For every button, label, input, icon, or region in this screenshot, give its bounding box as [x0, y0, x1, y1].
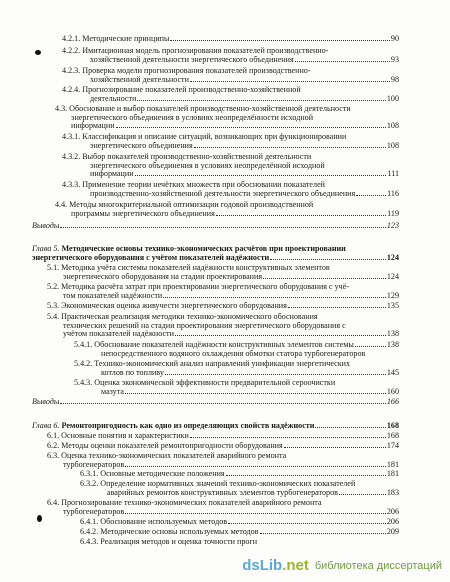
- toc-entry-6-3-1[interactable]: 6.3.1. Основные методические положения 181: [80, 469, 399, 478]
- toc-entry-6-4-1[interactable]: 6.4.1. Обоснование используемых методов 206: [80, 517, 399, 526]
- toc-entry-4-2-3[interactable]: 4.2.3. Проверка модели прогнозирования показателей производственно- хозяйственной деятельности 98: [62, 67, 399, 84]
- toc-entry-5-4-2[interactable]: 5.4.2. Технико-экономический анализ направлений унификации энергетических котлов по топливу 145: [74, 360, 399, 377]
- dslib-logo: dsLib.net: [242, 557, 309, 574]
- toc-entry-4-3[interactable]: 4.3. Обоснование и выбор показателей производственно-хозяйственной деятельности энергетического объединения в условиях неопределённости исходной информации 108: [55, 105, 399, 131]
- page-number: 181: [386, 459, 399, 469]
- page-number: 183: [386, 487, 399, 497]
- chapter-label: Глава 5.: [32, 244, 60, 253]
- toc-chapter-5[interactable]: Глава 5. Методические основы технико-экономических расчётов при проектировании энергетического оборудования с учётом показателей надёжности 124: [32, 244, 399, 262]
- toc-entry-5-4[interactable]: 5.4. Практическая реализация методики технико-экономического обоснования технических решений на стадии проектирования энергетического оборудования с учётом показателей надёжности 138: [47, 313, 399, 339]
- page-number: 111: [387, 169, 399, 179]
- page-number: 206: [386, 517, 399, 526]
- toc-entry-vyvody-5[interactable]: Выводы 166: [32, 397, 399, 406]
- toc-entry-5-3[interactable]: 5.3. Экономическая оценка живучести энергетического оборудования 135: [47, 301, 399, 310]
- page-number: 145: [386, 367, 399, 377]
- watermark-caption: библиотека диссертаций: [314, 559, 442, 572]
- toc-entry-5-4-3[interactable]: 5.4.3. Оценка экономической эффективности предварительной сероочистки мазута 160: [74, 379, 399, 396]
- page-number: 129: [386, 290, 399, 300]
- page-number: 116: [387, 188, 399, 198]
- toc-entry-vyvody-4[interactable]: Выводы 123: [32, 221, 399, 230]
- page-number: 206: [386, 506, 399, 516]
- page-number: 209: [386, 527, 399, 536]
- page-number: 168: [386, 421, 399, 430]
- page-number: 174: [386, 441, 399, 450]
- toc-entry-5-1[interactable]: 5.1. Методика учёта системы показателей надёжности конструктивных элементов энергетического оборудования на стадии проектирования 124: [47, 264, 399, 281]
- punch-hole-bottom: [37, 515, 42, 522]
- page-number: 138: [386, 329, 399, 339]
- page-number: 160: [386, 386, 399, 396]
- toc-entry-6-4[interactable]: 6.4. Прогнозирование технико-экономических показателей аварийного ремонта турбогенераторов 206: [47, 499, 399, 516]
- page-number: 124: [386, 252, 399, 262]
- toc-entry-4-4[interactable]: 4.4. Методы многокритериальной оптимизации годовой производственной программы энергетического объединения 119: [55, 201, 399, 218]
- page-number: 108: [386, 121, 399, 131]
- chapter-label: Глава 6.: [32, 421, 60, 430]
- page-number: 138: [386, 340, 399, 349]
- page-number: 108: [386, 140, 399, 150]
- toc-entry-6-3-2[interactable]: 6.3.2. Определение нормативных значений технико-экономических показателей аварийных ремонтов конструктивных элементов турбогенераторов 183: [80, 480, 399, 497]
- toc-entry-6-1[interactable]: 6.1. Основные понятия и характеристики 168: [47, 431, 399, 440]
- page-number: 181: [386, 469, 399, 478]
- page-number: 119: [387, 208, 399, 218]
- toc-entry-6-4-2[interactable]: 6.4.2. Методические основы используемых методов 209: [80, 527, 399, 536]
- toc-entry-4-2-1[interactable]: 4.2.1. Методические принципы 90: [62, 34, 399, 43]
- toc-entry-4-2-4[interactable]: 4.2.4. Прогнозирование показателей производственно-хозяйственной деятельности 100: [62, 86, 399, 103]
- page-number: 168: [386, 431, 399, 440]
- page-number: 124: [386, 271, 399, 281]
- page-number: 166: [386, 397, 399, 406]
- punch-hole-top: [35, 50, 41, 55]
- toc-entry-4-3-2[interactable]: 4.3.2. Выбор показателей производственно-хозяйственной деятельности энергетического объединения в условиях неопределённой исходной информации 111: [62, 153, 399, 179]
- toc-entry-4-2-2[interactable]: 4.2.2. Имитационная модель прогнозирования показателей производственно- хозяйственной деятельности энергетического объединения 93: [62, 47, 399, 64]
- page-number: 93: [390, 54, 399, 64]
- toc-entry-6-3[interactable]: 6.3. Оценка технико-экономических показателей аварийного ремонта турбогенераторов 181: [47, 452, 399, 469]
- toc-entry-5-2[interactable]: 5.2. Методика расчёта затрат при проектировании энергетического оборудования с учё- том показателей надёжности 129: [47, 283, 399, 300]
- toc-entry-6-2[interactable]: 6.2. Методы оценки показателей ремонтопригодности оборудования 174: [47, 441, 399, 450]
- dslib-watermark: [242, 557, 442, 574]
- page-number: 100: [386, 93, 399, 103]
- toc-chapter-6[interactable]: Глава 6. Ремонтопригодность как одно из определяющих свойств надёжности 168: [32, 421, 399, 430]
- toc-entry-4-3-3[interactable]: 4.3.3. Применение теории нечётких множеств при обосновании показателей производственно-хозяйственной деятельности энергетического объединения 116: [62, 181, 399, 198]
- toc-entry-6-4-3[interactable]: 6.4.3. Реализация методов и оценка точности прогн: [80, 538, 258, 546]
- page-number: 135: [386, 301, 399, 310]
- page-number: 90: [390, 34, 399, 43]
- page-number: 98: [390, 74, 399, 84]
- page-number: 123: [386, 221, 399, 230]
- toc-entry-5-4-1[interactable]: 5.4.1. Обоснование показателей надёжности конструктивных элементов системы 138 непосредственного водяного охлаждения обмотки статора турбогенераторов: [74, 340, 399, 358]
- toc-entry-4-3-1[interactable]: 4.3.1. Классификация и описание ситуаций, возникающих при функционировании энергетического объединения 108: [62, 133, 399, 150]
